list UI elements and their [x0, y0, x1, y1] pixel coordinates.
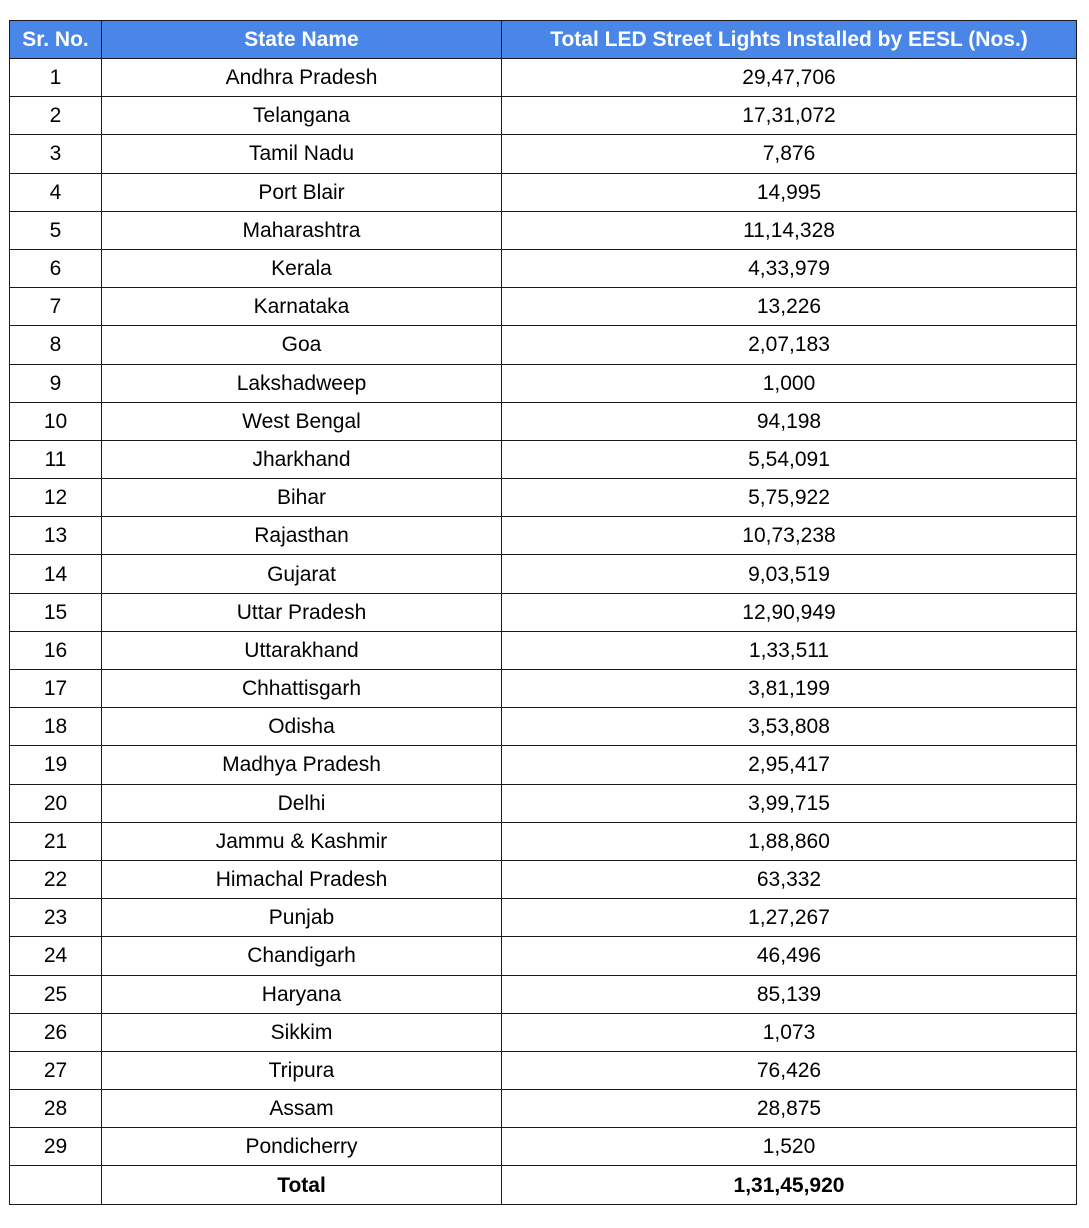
cell-state-name: Gujarat	[102, 555, 502, 593]
cell-sr-no: 10	[10, 402, 102, 440]
cell-sr-no: 13	[10, 517, 102, 555]
cell-led-count: 1,88,860	[502, 822, 1077, 860]
cell-state-name: Sikkim	[102, 1013, 502, 1051]
cell-sr-no: 29	[10, 1128, 102, 1166]
cell-state-name: Punjab	[102, 899, 502, 937]
cell-state-name: Kerala	[102, 249, 502, 287]
cell-state-name: Jammu & Kashmir	[102, 822, 502, 860]
cell-sr-no: 6	[10, 249, 102, 287]
cell-sr-no: 2	[10, 97, 102, 135]
table-row	[10, 555, 1077, 593]
table-body	[10, 59, 1077, 1205]
cell-state-name: Odisha	[102, 708, 502, 746]
cell-state-name: Himachal Pradesh	[102, 860, 502, 898]
table-row	[10, 746, 1077, 784]
total-value: 1,31,45,920	[502, 1166, 1077, 1204]
cell-led-count: 9,03,519	[502, 555, 1077, 593]
cell-led-count: 1,27,267	[502, 899, 1077, 937]
cell-led-count: 85,139	[502, 975, 1077, 1013]
cell-sr-no: 9	[10, 364, 102, 402]
cell-led-count: 7,876	[502, 135, 1077, 173]
table-row	[10, 402, 1077, 440]
cell-sr-no: 18	[10, 708, 102, 746]
table-row	[10, 975, 1077, 1013]
table-row	[10, 173, 1077, 211]
cell-state-name: Rajasthan	[102, 517, 502, 555]
cell-sr-no: 28	[10, 1090, 102, 1128]
cell-sr-no: 23	[10, 899, 102, 937]
cell-sr-no: 5	[10, 211, 102, 249]
cell-state-name: Jharkhand	[102, 440, 502, 478]
table-row	[10, 440, 1077, 478]
table-row	[10, 97, 1077, 135]
cell-sr-no: 11	[10, 440, 102, 478]
cell-state-name: Pondicherry	[102, 1128, 502, 1166]
cell-sr-no: 19	[10, 746, 102, 784]
cell-led-count: 3,53,808	[502, 708, 1077, 746]
cell-state-name: Maharashtra	[102, 211, 502, 249]
cell-sr-no: 27	[10, 1051, 102, 1089]
cell-led-count: 1,000	[502, 364, 1077, 402]
cell-sr-no: 24	[10, 937, 102, 975]
total-sr-no	[10, 1166, 102, 1204]
cell-state-name: Tamil Nadu	[102, 135, 502, 173]
cell-sr-no: 25	[10, 975, 102, 1013]
header-sr-no: Sr. No.	[10, 21, 102, 59]
cell-state-name: Andhra Pradesh	[102, 59, 502, 97]
cell-state-name: Uttarakhand	[102, 631, 502, 669]
cell-led-count: 63,332	[502, 860, 1077, 898]
table-row	[10, 1128, 1077, 1166]
table-row	[10, 364, 1077, 402]
cell-sr-no: 3	[10, 135, 102, 173]
cell-led-count: 17,31,072	[502, 97, 1077, 135]
table-row	[10, 899, 1077, 937]
cell-state-name: West Bengal	[102, 402, 502, 440]
cell-sr-no: 20	[10, 784, 102, 822]
cell-led-count: 94,198	[502, 402, 1077, 440]
cell-led-count: 5,54,091	[502, 440, 1077, 478]
cell-sr-no: 21	[10, 822, 102, 860]
table-row	[10, 135, 1077, 173]
cell-state-name: Chandigarh	[102, 937, 502, 975]
cell-state-name: Assam	[102, 1090, 502, 1128]
cell-led-count: 1,073	[502, 1013, 1077, 1051]
cell-led-count: 1,33,511	[502, 631, 1077, 669]
table-row	[10, 288, 1077, 326]
cell-state-name: Haryana	[102, 975, 502, 1013]
total-label: Total	[102, 1166, 502, 1204]
table-row	[10, 479, 1077, 517]
table-row	[10, 708, 1077, 746]
cell-sr-no: 15	[10, 593, 102, 631]
table-row	[10, 1013, 1077, 1051]
cell-state-name: Tripura	[102, 1051, 502, 1089]
cell-led-count: 3,81,199	[502, 670, 1077, 708]
table-row	[10, 1090, 1077, 1128]
cell-state-name: Goa	[102, 326, 502, 364]
cell-sr-no: 17	[10, 670, 102, 708]
table-header	[10, 21, 1077, 59]
cell-led-count: 5,75,922	[502, 479, 1077, 517]
cell-led-count: 11,14,328	[502, 211, 1077, 249]
cell-sr-no: 4	[10, 173, 102, 211]
header-total-led-lights: Total LED Street Lights Installed by EESL (Nos.)	[502, 21, 1077, 59]
cell-led-count: 12,90,949	[502, 593, 1077, 631]
cell-state-name: Bihar	[102, 479, 502, 517]
cell-led-count: 2,07,183	[502, 326, 1077, 364]
cell-state-name: Karnataka	[102, 288, 502, 326]
led-street-lights-table	[9, 20, 1077, 1205]
cell-led-count: 46,496	[502, 937, 1077, 975]
cell-sr-no: 14	[10, 555, 102, 593]
cell-led-count: 1,520	[502, 1128, 1077, 1166]
table-row	[10, 1051, 1077, 1089]
cell-sr-no: 12	[10, 479, 102, 517]
table-row	[10, 59, 1077, 97]
cell-sr-no: 22	[10, 860, 102, 898]
cell-state-name: Madhya Pradesh	[102, 746, 502, 784]
table-row	[10, 937, 1077, 975]
cell-state-name: Port Blair	[102, 173, 502, 211]
cell-state-name: Uttar Pradesh	[102, 593, 502, 631]
table-row	[10, 326, 1077, 364]
cell-led-count: 2,95,417	[502, 746, 1077, 784]
cell-led-count: 13,226	[502, 288, 1077, 326]
cell-led-count: 29,47,706	[502, 59, 1077, 97]
table-row	[10, 211, 1077, 249]
cell-led-count: 10,73,238	[502, 517, 1077, 555]
cell-led-count: 14,995	[502, 173, 1077, 211]
table-row	[10, 631, 1077, 669]
cell-state-name: Chhattisgarh	[102, 670, 502, 708]
table-row	[10, 517, 1077, 555]
cell-led-count: 3,99,715	[502, 784, 1077, 822]
table-row	[10, 593, 1077, 631]
table-row	[10, 670, 1077, 708]
cell-state-name: Telangana	[102, 97, 502, 135]
table-row	[10, 784, 1077, 822]
cell-sr-no: 1	[10, 59, 102, 97]
header-state-name: State Name	[102, 21, 502, 59]
cell-state-name: Lakshadweep	[102, 364, 502, 402]
cell-sr-no: 7	[10, 288, 102, 326]
table-row	[10, 860, 1077, 898]
table-row	[10, 822, 1077, 860]
total-row	[10, 1166, 1077, 1204]
cell-sr-no: 16	[10, 631, 102, 669]
cell-led-count: 4,33,979	[502, 249, 1077, 287]
cell-state-name: Delhi	[102, 784, 502, 822]
cell-sr-no: 8	[10, 326, 102, 364]
cell-led-count: 76,426	[502, 1051, 1077, 1089]
header-row	[10, 21, 1077, 59]
cell-led-count: 28,875	[502, 1090, 1077, 1128]
cell-sr-no: 26	[10, 1013, 102, 1051]
table-row	[10, 249, 1077, 287]
